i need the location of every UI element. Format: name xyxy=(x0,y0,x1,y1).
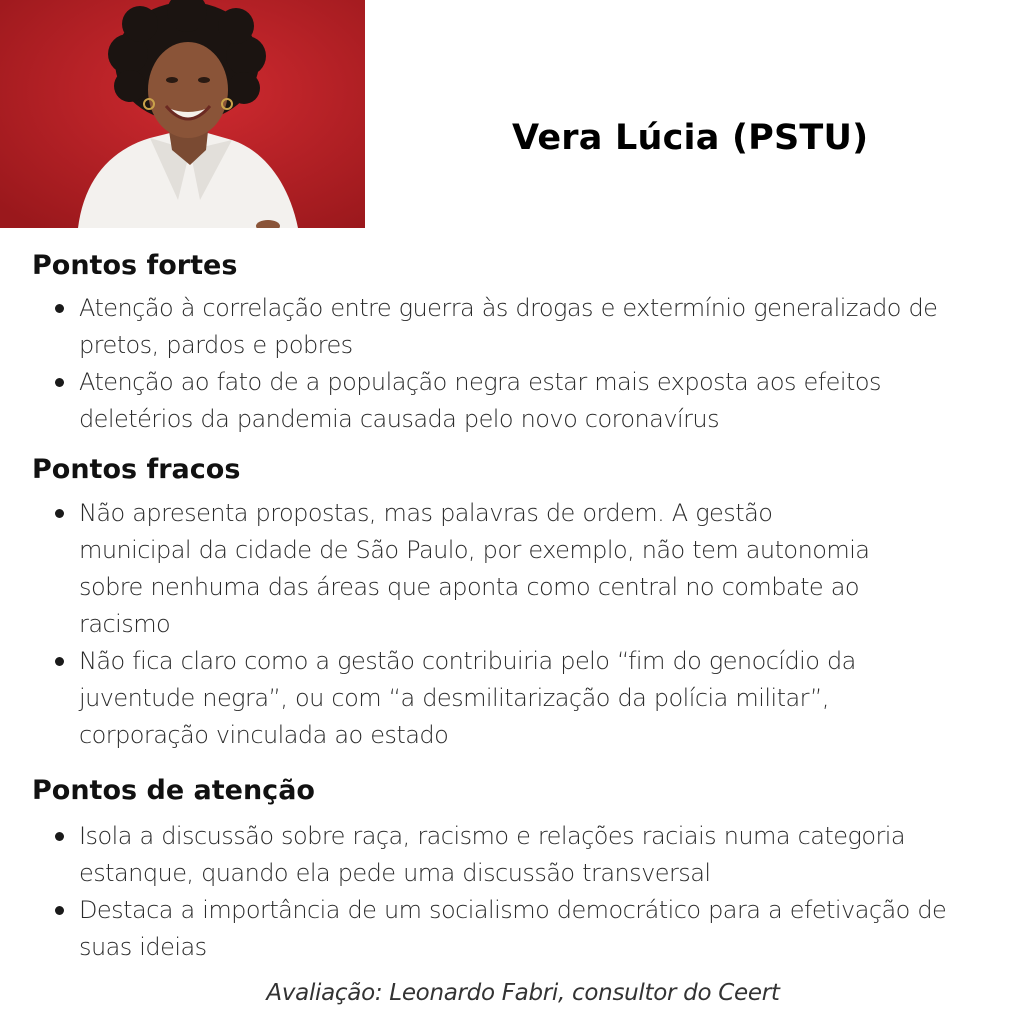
list-pontos-de-atencao xyxy=(0,818,1000,966)
list-item-text: Isola a discussão sobre raça, racismo e relações raciais numa categoria estanque, quando ela pede uma discussão transversal xyxy=(79,822,906,887)
list-item-text: Não apresenta propostas, mas palavras de ordem. A gestão municipal da cidade de São Paulo, por exemplo, não tem autonomia sobre nenhuma das áreas que aponta como central no combate ao racismo xyxy=(79,499,870,638)
list-item xyxy=(0,290,1000,364)
list-item xyxy=(0,643,889,754)
bullet-icon xyxy=(55,304,64,313)
list-item-text: Não fica claro como a gestão contribuiria pelo “fim do genocídio da juventude negra”, ou com “a desmilitarização da polícia militar”, corporação vinculada ao estado xyxy=(79,647,856,749)
list-pontos-fortes xyxy=(0,290,1000,438)
section-title-pontos-fortes: Pontos fortes xyxy=(32,250,238,281)
list-item-text: Destaca a importância de um socialismo democrático para a efetivação de suas ideias xyxy=(79,896,947,961)
bullet-icon xyxy=(55,509,64,518)
list-item-text: Atenção à correlação entre guerra às drogas e extermínio generalizado de pretos, pardos e pobres xyxy=(79,294,938,359)
bullet-icon xyxy=(55,906,64,915)
section-title-pontos-fracos: Pontos fracos xyxy=(32,454,241,485)
candidate-photo xyxy=(0,0,365,228)
list-item-text: Atenção ao fato de a população negra estar mais exposta aos efeitos deletérios da pandemia causada pelo novo coronavírus xyxy=(79,368,881,433)
candidate-portrait-illustration xyxy=(0,0,365,228)
list-item xyxy=(0,892,1000,966)
candidate-name: Vera Lúcia (PSTU) xyxy=(512,118,869,158)
evaluation-credit: Avaliação: Leonardo Fabri, consultor do Ceert xyxy=(266,980,780,1006)
list-item xyxy=(0,818,1000,892)
list-item xyxy=(0,495,889,643)
bullet-icon xyxy=(55,657,64,666)
list-item xyxy=(0,364,1000,438)
bullet-icon xyxy=(55,378,64,387)
list-pontos-fracos xyxy=(0,495,1000,754)
bullet-icon xyxy=(55,832,64,841)
section-title-pontos-de-atencao: Pontos de atenção xyxy=(32,775,315,806)
